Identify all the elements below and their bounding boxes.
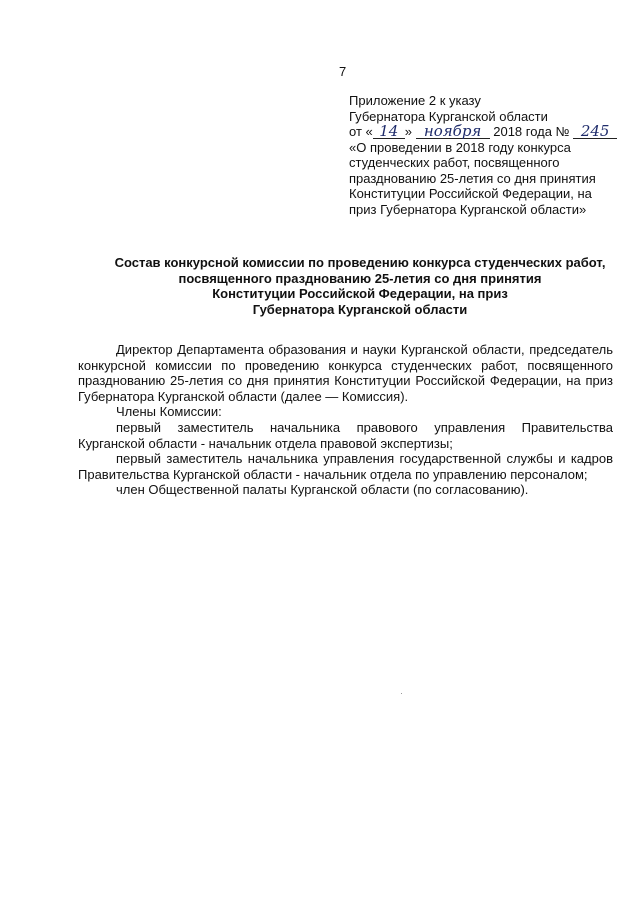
scan-speck <box>401 693 402 694</box>
date-prefix: от « <box>349 124 373 139</box>
title-line-1: Состав конкурсной комиссии по проведению конкурса студенческих работ, <box>114 255 606 270</box>
document-body <box>78 342 613 498</box>
title-line-3: Конституции Российской Федерации, на приз <box>212 286 508 301</box>
handwritten-number: 245 <box>573 125 617 139</box>
appendix-title: Приложение 2 к указу <box>349 93 481 108</box>
handwritten-month: ноября <box>416 125 490 139</box>
appendix-subject-4: Конституции Российской Федерации, на <box>349 186 592 201</box>
appendix-subject-1: «О проведении в 2018 году конкурса <box>349 139 571 155</box>
members-heading: Члены Комиссии: <box>116 404 222 420</box>
member-1: первый заместитель начальника правового управления Правительства Курганской области - начальник отдела правовой экспертизы; <box>78 419 613 451</box>
title-line-2: посвященного празднованию 25-летия со дня принятия <box>178 270 542 286</box>
title-line-4: Губернатора Курганской области <box>252 301 468 317</box>
year-text: 2018 года № <box>493 124 570 139</box>
document-title <box>100 255 620 317</box>
member-3: член Общественной палаты Курганской области (по согласованию). <box>116 482 529 498</box>
appendix-date-line <box>349 124 629 140</box>
appendix-subject-2: студенческих работ, посвященного <box>349 155 560 170</box>
appendix-block <box>349 93 629 217</box>
member-2: первый заместитель начальника управления государственной службы и кадров Правительства Курганской области - начальник отдела по управлению персоналом; <box>78 451 613 482</box>
appendix-subject-5: приз Губернатора Курганской области» <box>349 201 587 217</box>
page-number: 7 <box>339 64 347 79</box>
appendix-subject-3: празднованию 25-летия со дня принятия <box>349 170 596 186</box>
appendix-issuer: Губернатора Курганской области <box>349 108 548 124</box>
chairman-paragraph: Директор Департамента образования и науки Курганской области, председатель конкурсной комиссии по проведению конкурса студенческих работ, посвященного празднованию 25-летия со дня принятия Конституции Российской Федерации, на приз Губернатора Курганской области (далее — Комиссия). <box>78 342 613 404</box>
handwritten-day: 14 <box>373 125 405 139</box>
date-quote-close: » <box>404 124 412 139</box>
